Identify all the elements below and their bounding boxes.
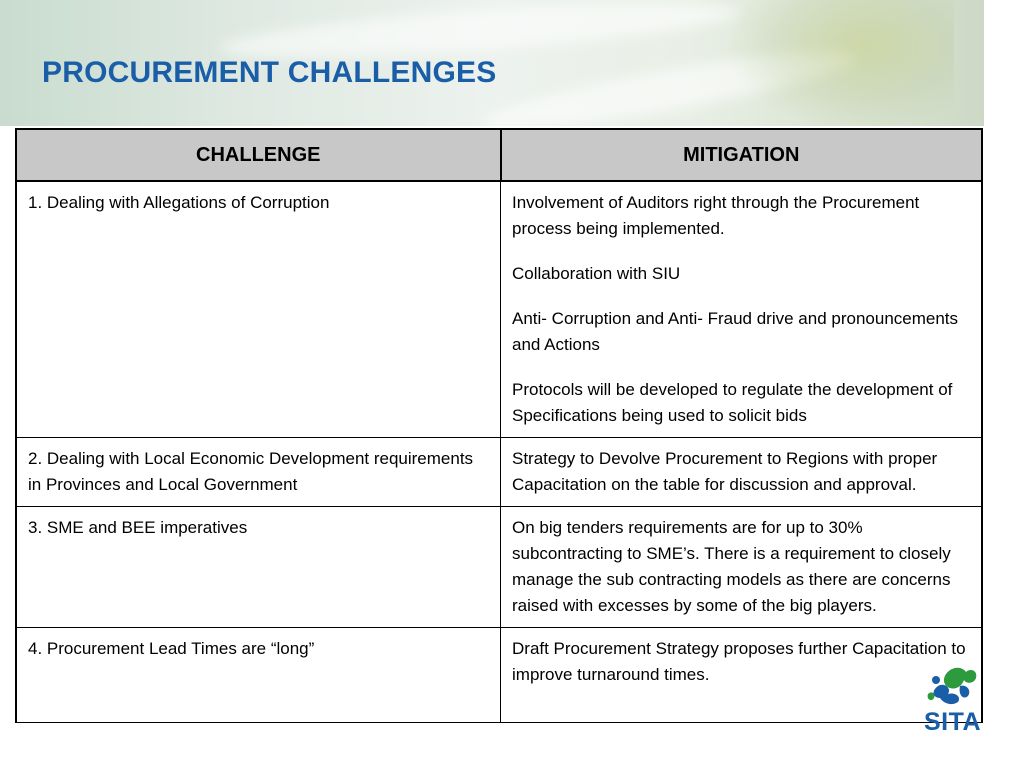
challenge-cell: 3. SME and BEE imperatives [16,507,501,628]
mitigation-text: Involvement of Auditors right through the Procurement process being implemented. [512,193,920,238]
mitigation-cell [501,438,983,507]
mitigation-text: Protocols will be developed to regulate the development of Specifications being used to solicit bids [512,380,953,425]
mitigation-cell [501,628,983,723]
mitigation-cell [501,181,983,438]
table-row [16,628,982,723]
table-header-row [16,129,982,181]
challenge-cell: 4. Procurement Lead Times are “long” [16,628,501,723]
column-header-mitigation: MITIGATION [501,129,983,181]
challenge-cell: 2. Dealing with Local Economic Development requirements in Provinces and Local Government [16,438,501,507]
page-title: PROCUREMENT CHALLENGES [42,56,497,89]
table-row [16,438,982,507]
mitigation-text: Draft Procurement Strategy proposes further Capacitation to improve turnaround times. [512,639,966,684]
challenges-table-container [15,128,983,723]
mitigation-text: Collaboration with SIU [512,264,681,283]
sita-logo-text: SITA [924,708,982,736]
table-row [16,507,982,628]
header-leaf-decoration [724,0,954,126]
challenges-table [15,128,983,723]
mitigation-text: Strategy to Devolve Procurement to Regions with proper Capacitation on the table for discussion and approval. [512,449,938,494]
mitigation-text: On big tenders requirements are for up to 30% subcontracting to SME’s. There is a requirement to closely manage the sub contracting models as there are concerns raised with excesses by some of the big players. [512,518,951,615]
table-row [16,181,982,438]
column-header-challenge: CHALLENGE [16,129,501,181]
mitigation-text: Anti- Corruption and Anti- Fraud drive and pronouncements and Actions [512,309,959,354]
challenge-cell: 1. Dealing with Allegations of Corruption [16,181,501,438]
mitigation-cell [501,507,983,628]
